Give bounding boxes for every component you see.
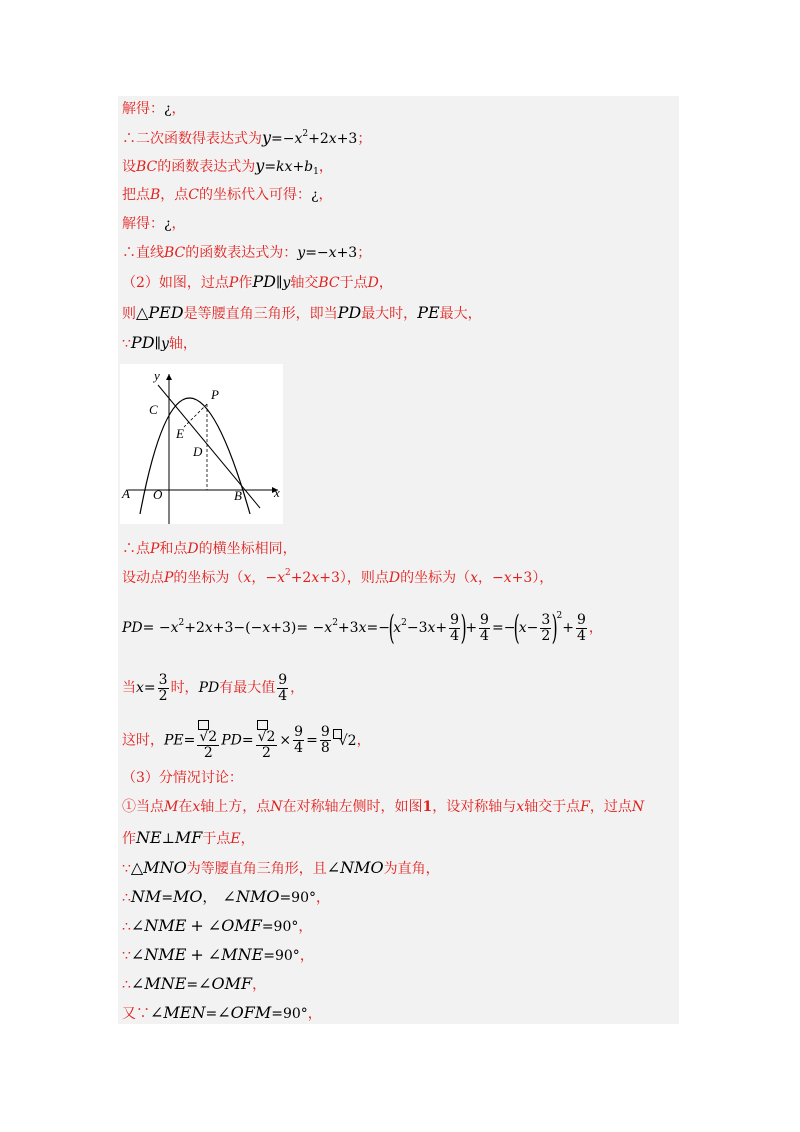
text: 的坐标为（ [400, 570, 471, 586]
exponent: 2 [178, 618, 185, 628]
math: + [190, 945, 204, 964]
math: y [160, 336, 169, 352]
math: BC [164, 245, 186, 261]
math: D [367, 275, 379, 291]
math: = [306, 732, 318, 749]
right-paren: ) [551, 608, 558, 648]
math: +3 [337, 620, 359, 636]
math: ∠ [198, 974, 212, 993]
math: =− [491, 620, 516, 636]
math: ∠ [326, 858, 341, 877]
solution-line-1 [122, 99, 186, 119]
math: x [262, 620, 271, 636]
text: ， [240, 831, 255, 847]
math: y [255, 156, 265, 175]
denominator: 4 [278, 687, 288, 704]
right-paren: ) [460, 608, 467, 648]
math: − [526, 620, 539, 636]
triangle-ped-line [122, 303, 482, 324]
text: ， [252, 977, 267, 993]
text: ），则点 [339, 570, 389, 586]
math: ∠ [130, 916, 145, 935]
math: ∥ [154, 336, 161, 352]
math: ∠ [150, 1003, 164, 1022]
math: +2 [184, 620, 205, 636]
math: +3 [270, 620, 291, 636]
document-panel [118, 96, 679, 1024]
text: ∴二次函数得表达式为 [122, 131, 262, 147]
math: = [264, 159, 277, 175]
math: x [294, 131, 303, 147]
text: ，点 [160, 187, 189, 203]
text: （2）如图，过点 [122, 275, 229, 291]
subscript: 1 [313, 167, 319, 177]
pd-parallel-line [122, 333, 197, 354]
denominator: 2 [541, 627, 551, 644]
math: + [562, 620, 574, 636]
math: + [435, 620, 448, 636]
math: MNE [221, 945, 264, 964]
math: C [188, 187, 200, 203]
text: 作 [122, 831, 136, 847]
bc-expression-setup-line [122, 156, 333, 177]
denominator: 2 [158, 687, 168, 704]
math: x [136, 680, 144, 696]
text: 时， [170, 680, 199, 696]
text: ∴ [122, 977, 131, 993]
math: y [297, 245, 306, 261]
text: ∴ [122, 890, 131, 906]
math: NM [130, 887, 162, 906]
math: = [183, 732, 196, 749]
isosceles-right-triangle-line [122, 858, 440, 879]
quadratic-expression-line [122, 128, 371, 149]
math: x [516, 799, 525, 815]
text: ∵ [122, 336, 131, 352]
parabola-graph [120, 364, 283, 524]
math: +2 [290, 570, 312, 586]
numerator: 3 [541, 611, 551, 628]
math: MF [174, 828, 203, 847]
math: P [228, 275, 239, 291]
bc-expression-line [122, 243, 371, 263]
math: NMO [340, 858, 384, 877]
y-axis-arrow [166, 374, 172, 380]
numerator: 9 [278, 671, 288, 688]
math: PED [148, 303, 184, 322]
math: √2 [338, 732, 357, 749]
math: = [161, 890, 174, 906]
left-paren: ( [388, 608, 395, 648]
text: 设 [122, 159, 136, 175]
text: ， [299, 948, 314, 964]
math: x [427, 620, 436, 636]
text: ； [357, 245, 372, 261]
text: 把点 [122, 187, 150, 203]
numerator: 9 [577, 611, 586, 628]
math: ( [245, 620, 251, 636]
math: × [279, 732, 292, 749]
math: ∠ [217, 1003, 231, 1022]
math: +3 [511, 570, 533, 586]
math: ∠ [130, 974, 145, 993]
angle-equal-line [122, 974, 266, 995]
text: 又∵ [122, 1006, 150, 1022]
text: 的函数表达式为 [157, 159, 256, 175]
text: 的横坐标相同， [198, 541, 297, 557]
text: ， [356, 732, 371, 749]
text: 最大， [439, 306, 482, 322]
text: 当 [122, 680, 136, 696]
text: 有最大值 [219, 680, 276, 696]
text: 的坐标为（ [173, 570, 244, 586]
text: ）， [532, 570, 554, 586]
math: ， [202, 890, 217, 906]
denominator: 2 [203, 745, 213, 761]
text: 和点 [159, 541, 188, 557]
math: PD [221, 732, 242, 749]
math: PE [417, 303, 440, 322]
math: y [282, 275, 291, 291]
fraction [293, 725, 304, 756]
text: ①当点 [122, 799, 164, 815]
math: =90° [263, 948, 300, 964]
math: MNE [144, 974, 187, 993]
math: x [192, 799, 201, 815]
math: P [150, 541, 160, 557]
fraction [576, 613, 587, 644]
math: −3 [406, 620, 428, 636]
label-o: O [153, 487, 163, 502]
math: x [204, 620, 213, 636]
denominator: 4 [577, 627, 586, 644]
fraction [277, 673, 288, 704]
fraction [540, 613, 551, 644]
text: ¿ [164, 101, 172, 117]
text: 的函数表达式为： [185, 245, 298, 261]
math: =− [366, 620, 390, 636]
math: ∠ [130, 945, 145, 964]
perpendicular-line [122, 828, 255, 849]
math: = [186, 977, 199, 993]
math: y [262, 128, 272, 147]
math: =90° [279, 890, 316, 906]
fraction [197, 720, 219, 761]
text: 是等腰直角三角形，即当 [183, 306, 338, 322]
label-y: y [154, 368, 160, 383]
text: 1 [422, 799, 433, 815]
text: 则 [122, 306, 136, 322]
text: 在对称轴左侧时，如图 [282, 799, 423, 815]
text: ，过点 [589, 799, 632, 815]
text: 轴交于点 [524, 799, 581, 815]
label-c: C [149, 402, 158, 417]
text: ，设对称轴与 [432, 799, 517, 815]
fraction [158, 673, 169, 704]
math: OFM [230, 1003, 272, 1022]
equal-sides-line [122, 887, 330, 908]
math: x [243, 570, 252, 586]
dashed-line-pe [184, 404, 207, 427]
text: ∵ [122, 948, 131, 964]
angle-sum-line-1 [122, 916, 312, 937]
denominator: 4 [450, 627, 460, 644]
math: + [465, 620, 478, 636]
math: =− [271, 131, 295, 147]
text: ， [588, 620, 603, 636]
coordinates-line [122, 568, 553, 588]
math: MNO [143, 858, 187, 877]
math: =90° [261, 919, 299, 935]
math: x [277, 570, 285, 586]
text: 解得： [122, 216, 164, 232]
math: MO [173, 887, 203, 906]
math: =− [305, 245, 329, 261]
math: x [393, 620, 402, 636]
math: PD [198, 680, 220, 696]
math: +3 [336, 245, 358, 261]
text: ∴点 [122, 541, 150, 557]
text: ， [298, 919, 313, 935]
text: 轴， [168, 336, 197, 352]
math: x [170, 620, 179, 636]
text: 轴交 [290, 275, 319, 291]
label-d: D [193, 444, 203, 459]
math: OMF [221, 916, 262, 935]
right-angle-line [122, 1003, 322, 1024]
exponent: 2 [284, 568, 291, 578]
same-abscissa-line [122, 539, 297, 559]
math: ∠ [207, 945, 222, 964]
math: NME [144, 916, 187, 935]
numerator: √2 [257, 729, 276, 745]
text: 于点 [339, 275, 368, 291]
text: （3）分情况讨论： [122, 770, 243, 786]
text: ， [307, 1006, 322, 1022]
fraction [320, 725, 331, 756]
math: = [143, 680, 156, 696]
fraction [479, 613, 490, 644]
text: ， [171, 216, 186, 232]
math: △ [130, 858, 144, 877]
math: +3− [212, 620, 246, 636]
math: BC [136, 159, 158, 175]
text: 为等腰直角三角形，且 [186, 861, 327, 877]
left-paren: ( [514, 608, 521, 648]
math: =90° [271, 1006, 308, 1022]
math: BC [318, 275, 340, 291]
math: x [328, 245, 337, 261]
angle-sum-line-2 [122, 945, 314, 966]
text: ∴直线 [122, 245, 164, 261]
text: ； [357, 131, 372, 147]
exponent: 2 [302, 129, 309, 139]
math: = [205, 1006, 218, 1022]
math: M [164, 799, 179, 815]
math: MEN [163, 1003, 206, 1022]
exponent: 2 [556, 611, 563, 621]
parabola-figure [120, 364, 283, 524]
math: +3 [336, 131, 358, 147]
text: ∴ [122, 919, 131, 935]
math: △ [136, 303, 149, 322]
math: N [270, 799, 283, 815]
math: + [292, 159, 305, 175]
math: kx [276, 159, 293, 175]
math: PD [337, 303, 362, 322]
math: F [580, 799, 590, 815]
label-p: P [211, 387, 219, 402]
math: E [230, 831, 241, 847]
math: PD [130, 333, 155, 352]
math: = [241, 732, 254, 749]
math: x [503, 570, 512, 586]
text: 作 [238, 275, 253, 291]
label-e: E [176, 426, 184, 441]
math: ∠ [207, 916, 222, 935]
math: PD [252, 272, 276, 291]
numerator: 3 [158, 671, 168, 688]
denominator: 4 [480, 627, 489, 644]
text: 轴上方，点 [200, 799, 271, 815]
label-b: B [234, 488, 242, 503]
fraction [256, 720, 278, 761]
math: x [518, 620, 527, 636]
math: NME [144, 945, 187, 964]
fraction [449, 613, 460, 644]
solution-line-2 [122, 214, 186, 234]
denominator: 8 [320, 740, 330, 756]
part-2-intro-line [122, 272, 393, 293]
part-3-heading [122, 768, 243, 788]
max-value-line [122, 668, 304, 708]
math: +2 [308, 131, 329, 147]
text: ¿ [311, 187, 319, 203]
label-a: A [122, 486, 130, 501]
text: ， [290, 680, 305, 696]
text: ¿ [164, 216, 172, 232]
math: B [150, 187, 161, 203]
text: 的坐标代入可得： [199, 187, 312, 203]
text: 于点 [202, 831, 231, 847]
text: 为直角， [383, 861, 440, 877]
numerator: √2 [199, 729, 218, 745]
math: x [358, 620, 367, 636]
math: x [324, 620, 333, 636]
math: x [470, 570, 479, 586]
math: PD [122, 620, 143, 636]
text: 这时， [122, 732, 164, 749]
math: x [328, 131, 337, 147]
math: +3 [319, 570, 340, 586]
math: ，− [478, 570, 504, 586]
numerator: 9 [450, 611, 460, 628]
substitute-points-line [122, 185, 333, 205]
text: 最大时， [361, 306, 418, 322]
math: OMF [211, 974, 253, 993]
exponent: 2 [401, 618, 407, 628]
text: ， [378, 275, 393, 291]
math: = − [296, 620, 325, 636]
text: ， [171, 101, 186, 117]
numerator: 9 [294, 724, 304, 740]
math: PE [164, 732, 184, 749]
math: ，− [251, 570, 278, 586]
math: NE [136, 828, 162, 847]
math: b [304, 159, 314, 175]
math: − [250, 620, 263, 636]
label-x: x [274, 485, 280, 500]
text: ， [318, 159, 333, 175]
math: P [164, 570, 174, 586]
text: 设动点 [122, 570, 164, 586]
math: N [631, 799, 645, 815]
math: x [311, 570, 320, 586]
pe-value-line [122, 720, 371, 760]
text: 解得： [122, 101, 164, 117]
math: ⊥ [161, 831, 175, 847]
text: ， [316, 890, 330, 906]
math: + [190, 916, 204, 935]
denominator: 2 [262, 745, 271, 761]
text: 在 [178, 799, 193, 815]
text: ， [318, 187, 333, 203]
math: = − [142, 620, 171, 636]
case-1-line [122, 797, 644, 817]
denominator: 4 [294, 740, 304, 756]
text: ∵ [122, 861, 131, 877]
math: ) [290, 620, 297, 636]
numerator: 9 [480, 611, 489, 628]
math: NMO [235, 887, 280, 906]
numerator: 9 [320, 724, 330, 740]
pd-derivation-line [122, 606, 603, 650]
math: ∥ [275, 275, 283, 291]
exponent: 2 [332, 618, 338, 628]
math: D [388, 570, 401, 586]
math: ∠ [222, 887, 236, 906]
math: D [187, 541, 199, 557]
